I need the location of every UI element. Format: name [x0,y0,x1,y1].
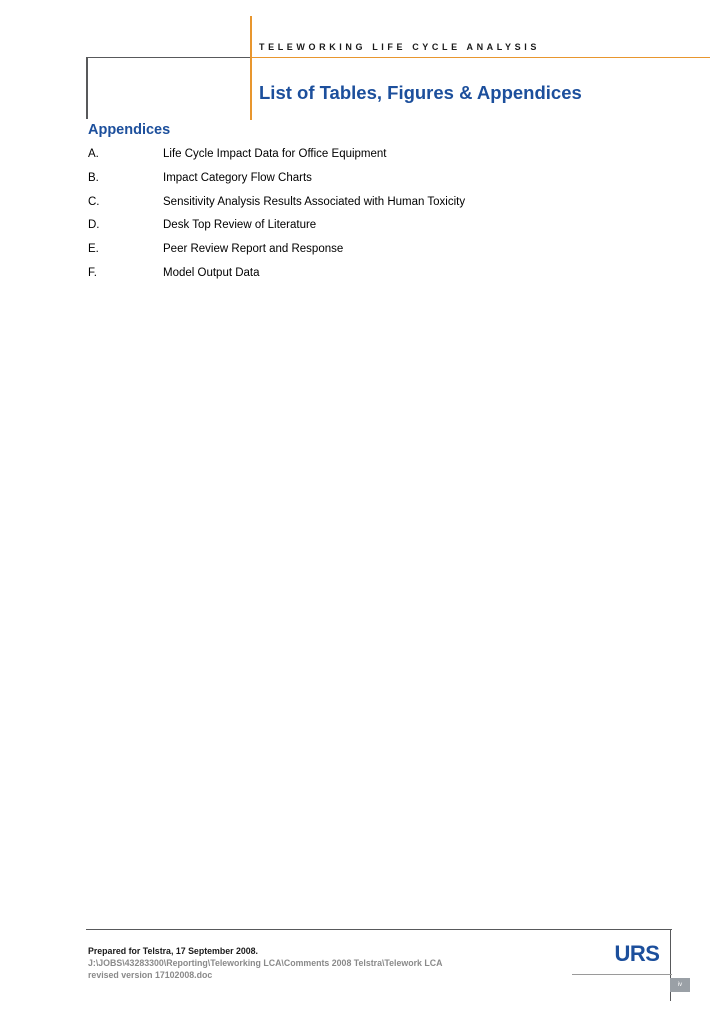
header-accent-vertical-rule [250,16,252,120]
list-item [88,148,648,168]
appendix-letter: C. [88,196,100,208]
page-title: List of Tables, Figures & Appendices [259,82,582,103]
appendix-letter: B. [88,172,99,184]
list-item [88,243,648,263]
page-number: iv [670,978,690,992]
footer-file-version: revised version 17102008.doc [88,970,213,980]
appendix-letter: E. [88,243,99,255]
running-header-title: TELEWORKING LIFE CYCLE ANALYSIS [259,42,540,52]
list-item [88,172,648,192]
appendix-letter: A. [88,148,99,160]
list-item [88,267,648,287]
appendix-title: Impact Category Flow Charts [163,172,312,184]
urs-logo [606,941,668,965]
header-gray-horizontal-rule [86,57,250,58]
appendix-title: Life Cycle Impact Data for Office Equipment [163,148,387,160]
urs-logo-text: URS [614,941,660,965]
section-heading: Appendices [88,122,171,138]
footer-file-path: J:\JOBS\43283300\Reporting\Teleworking LCA\Comments 2008 Telstra\Telework LCA [88,958,443,968]
list-item [88,196,648,216]
appendix-letter: F. [88,267,97,279]
list-item [88,219,648,239]
appendix-title: Peer Review Report and Response [163,243,344,255]
header-gray-vertical-rule [86,57,88,119]
footer-gray-line [572,974,672,975]
appendix-title: Model Output Data [163,267,260,279]
footer-prepared-for: Prepared for Telstra, 17 September 2008. [88,946,258,956]
header-accent-horizontal-rule [250,57,710,58]
appendix-title: Desk Top Review of Literature [163,219,317,231]
appendix-letter: D. [88,219,100,231]
appendix-title: Sensitivity Analysis Results Associated with Human Toxicity [163,196,466,208]
footer-rule [86,929,672,930]
